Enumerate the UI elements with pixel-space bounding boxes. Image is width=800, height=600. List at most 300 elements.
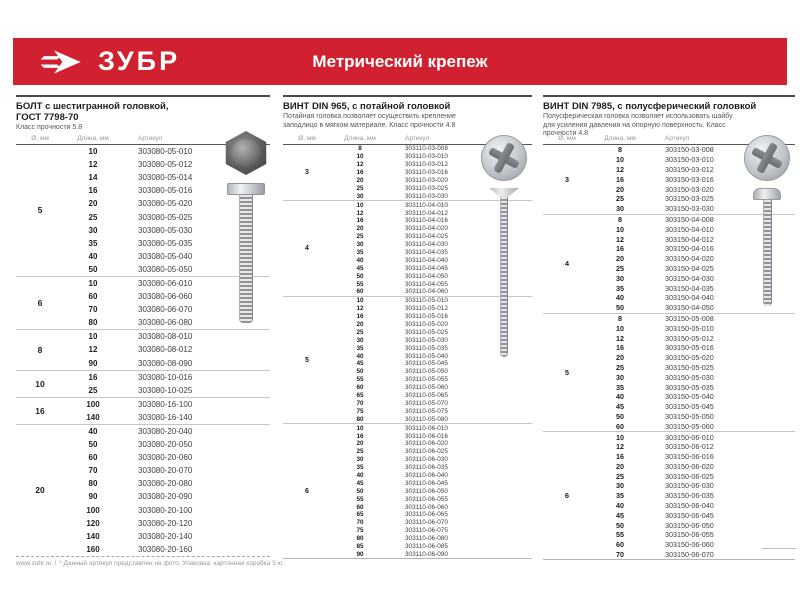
article-value: 303150-03-030 — [665, 204, 714, 214]
length-value: 8 — [618, 313, 622, 323]
footer-separator: / — [54, 560, 57, 567]
article-value: 303080-20-050 — [138, 440, 193, 450]
page-title: Метрический крепеж — [312, 51, 488, 71]
length-value: 160 — [86, 544, 100, 554]
article-value: 303150-06-025 — [665, 471, 714, 481]
article-value: 303150-05-050 — [665, 411, 714, 421]
table-row — [331, 368, 532, 376]
table-row — [591, 382, 795, 392]
length-value: 90 — [88, 492, 98, 502]
article-value: 303150-06-010 — [665, 432, 714, 442]
article-value: 303110-05-050 — [405, 368, 448, 376]
article-value: 303150-05-045 — [665, 402, 714, 412]
diameter-value: 20 — [35, 485, 45, 496]
article-value: 303150-04-020 — [665, 254, 714, 264]
length-value: 12 — [356, 161, 364, 169]
length-value: 10 — [356, 153, 364, 161]
article-value: 303150-06-035 — [665, 491, 714, 501]
article-value: 303110-05-075 — [405, 407, 448, 415]
length-value: 45 — [616, 402, 624, 412]
length-value: 90 — [356, 550, 364, 558]
article-value: 303110-05-010 — [405, 297, 448, 305]
length-value: 70 — [88, 466, 98, 476]
article-value: 303080-05-030 — [138, 225, 193, 235]
diameter-group — [543, 431, 795, 559]
article-value: 303080-05-040 — [138, 251, 193, 261]
length-value: 10 — [88, 278, 98, 288]
article-value: 303110-06-085 — [405, 542, 448, 550]
table-row — [64, 490, 270, 503]
table-title — [283, 101, 532, 112]
table-row — [64, 411, 270, 424]
article-value: 303080-20-070 — [138, 466, 193, 476]
length-value: 65 — [356, 511, 364, 519]
article-value: 303150-03-016 — [665, 174, 714, 184]
length-value: 10 — [356, 201, 364, 209]
length-value: 70 — [88, 305, 98, 315]
length-value: 75 — [356, 527, 364, 535]
table-row — [331, 448, 532, 456]
article-value: 303150-05-060 — [665, 421, 714, 431]
table-row — [64, 343, 270, 356]
col-header-length: Длина, мм — [344, 135, 376, 142]
article-value: 303110-04-060 — [405, 288, 448, 296]
article-value: 303080-20-040 — [138, 427, 193, 437]
table-row — [64, 517, 270, 530]
article-value: 303150-06-050 — [665, 520, 714, 530]
length-value: 30 — [356, 336, 364, 344]
table-row — [331, 487, 532, 495]
length-value: 25 — [616, 362, 624, 372]
article-value: 303080-10-025 — [138, 385, 193, 395]
length-value: 60 — [356, 384, 364, 392]
article-value: 303150-06-020 — [665, 461, 714, 471]
hex-head-top-view — [223, 131, 269, 175]
article-value: 303080-05-035 — [138, 238, 193, 248]
length-value: 10 — [356, 297, 364, 305]
article-value: 303150-03-020 — [665, 184, 714, 194]
table-row — [591, 550, 795, 560]
header-band — [13, 38, 787, 85]
diameter-value: 6 — [305, 487, 309, 495]
length-value: 16 — [616, 244, 624, 254]
length-value: 80 — [88, 318, 98, 328]
length-value: 70 — [356, 519, 364, 527]
diameter-value: 3 — [564, 174, 570, 184]
article-value: 303150-06-060 — [665, 540, 714, 550]
length-value: 35 — [616, 491, 624, 501]
table-row — [331, 384, 532, 392]
article-value: 303080-20-140 — [138, 531, 193, 541]
length-value: 35 — [356, 249, 364, 257]
article-value: 303080-06-070 — [138, 305, 193, 315]
article-value: 303080-16-100 — [138, 399, 193, 409]
length-value: 40 — [356, 352, 364, 360]
table-row — [591, 402, 795, 412]
length-value: 50 — [616, 520, 624, 530]
article-value: 303110-05-070 — [405, 399, 448, 407]
length-value: 12 — [356, 209, 364, 217]
length-value: 65 — [356, 392, 364, 400]
countersunk-head-side-view — [489, 188, 519, 197]
length-value: 75 — [356, 407, 364, 415]
article-value: 303110-04-016 — [405, 217, 448, 225]
table-row — [331, 511, 532, 519]
article-value: 303080-20-060 — [138, 453, 193, 463]
pan-head-screw-photo — [741, 135, 793, 306]
article-value: 303110-05-035 — [405, 344, 448, 352]
article-value: 303080-06-060 — [138, 292, 193, 302]
table-row — [591, 520, 795, 530]
table-row — [591, 510, 795, 520]
article-value: 303150-04-010 — [665, 224, 714, 234]
length-value: 12 — [616, 442, 624, 452]
length-value: 40 — [616, 392, 624, 402]
hex-bolt-photo — [220, 131, 272, 323]
length-value: 8 — [618, 145, 622, 155]
article-value: 303110-06-030 — [405, 456, 448, 464]
table-row — [591, 491, 795, 501]
length-value: 45 — [616, 510, 624, 520]
table-row — [591, 421, 795, 431]
article-value: 303110-03-010 — [405, 153, 448, 161]
length-value: 16 — [356, 313, 364, 321]
length-value: 80 — [88, 479, 98, 489]
diameter-value: 5 — [564, 367, 570, 377]
length-value: 30 — [356, 241, 364, 249]
article-value: 303150-05-030 — [665, 372, 714, 382]
length-value: 12 — [616, 164, 624, 174]
diameter-value: 8 — [37, 344, 43, 355]
table-row — [331, 400, 532, 408]
table-din7985-screw — [543, 95, 795, 560]
article-value: 303080-20-090 — [138, 492, 193, 502]
table-row — [591, 452, 795, 462]
table-row — [331, 472, 532, 480]
article-value: 303080-05-012 — [138, 160, 193, 170]
article-value: 303110-05-025 — [405, 328, 448, 336]
table-header — [283, 101, 532, 133]
table-row — [64, 451, 270, 464]
table-row — [331, 456, 532, 464]
length-value: 25 — [356, 448, 364, 456]
article-value: 303110-06-075 — [405, 527, 448, 535]
length-value: 70 — [356, 399, 364, 407]
table-row — [591, 462, 795, 472]
article-value: 303150-03-010 — [665, 155, 714, 165]
col-header-diameter: Ø, мм — [298, 135, 316, 142]
length-value: 20 — [616, 461, 624, 471]
length-value: 35 — [88, 238, 98, 248]
length-value: 50 — [356, 272, 364, 280]
length-value: 60 — [616, 421, 624, 431]
table-header — [16, 101, 270, 133]
article-value: 303080-08-090 — [138, 358, 193, 368]
length-value: 35 — [356, 464, 364, 472]
length-value: 45 — [356, 360, 364, 368]
table-row — [591, 481, 795, 491]
article-value: 303110-06-010 — [405, 424, 448, 432]
article-value: 303110-04-055 — [405, 280, 448, 288]
length-value: 20 — [356, 225, 364, 233]
table-row — [331, 550, 532, 558]
length-value: 55 — [616, 530, 624, 540]
length-value: 50 — [616, 411, 624, 421]
article-value: 303110-05-045 — [405, 360, 448, 368]
article-value: 303080-06-080 — [138, 318, 193, 328]
article-value: 303110-04-020 — [405, 225, 448, 233]
length-value: 16 — [356, 169, 364, 177]
hex-head-side-view — [227, 183, 265, 195]
length-value: 30 — [88, 225, 98, 235]
length-value: 40 — [616, 501, 624, 511]
length-value: 12 — [616, 234, 624, 244]
length-value: 90 — [88, 358, 98, 368]
brand-logo — [39, 38, 180, 85]
length-value: 25 — [88, 385, 98, 395]
article-value: 303080-05-020 — [138, 199, 193, 209]
article-value: 303080-05-016 — [138, 186, 193, 196]
col-header-diameter: Ø, мм — [558, 135, 576, 142]
length-value: 80 — [356, 415, 364, 423]
table-title-line1: ВИНТ DIN 965, с потайной головкой — [283, 101, 451, 112]
diameter-group — [16, 424, 270, 556]
article-value: 303110-03-008 — [405, 145, 448, 153]
article-value: 303080-08-010 — [138, 332, 193, 342]
table-din965-screw — [283, 95, 532, 560]
table-row — [331, 432, 532, 440]
table-row — [64, 384, 270, 397]
table-row — [591, 471, 795, 481]
length-value: 30 — [616, 372, 624, 382]
length-value: 10 — [616, 155, 624, 165]
article-value: 303110-04-040 — [405, 256, 448, 264]
length-value: 50 — [616, 303, 624, 313]
article-value: 303110-06-080 — [405, 535, 448, 543]
length-value: 10 — [356, 424, 364, 432]
length-value: 16 — [356, 432, 364, 440]
article-value: 303110-04-050 — [405, 272, 448, 280]
article-value: 303110-06-040 — [405, 471, 448, 479]
length-value: 8 — [618, 214, 622, 224]
article-value: 303150-06-030 — [665, 481, 714, 491]
length-value: 30 — [616, 481, 624, 491]
page-corner-mark — [762, 548, 796, 549]
article-value: 303150-05-025 — [665, 362, 714, 372]
article-value: 303150-04-012 — [665, 234, 714, 244]
article-value: 303150-05-008 — [665, 313, 714, 323]
length-value: 40 — [88, 427, 98, 437]
article-value: 303150-04-050 — [665, 303, 714, 313]
diameter-group — [16, 397, 270, 424]
length-value: 50 — [88, 264, 98, 274]
footer-url: www.zubr.ru — [16, 560, 52, 567]
length-value: 20 — [616, 184, 624, 194]
zubr-arrow-icon — [39, 47, 89, 77]
article-value: 303150-05-010 — [665, 323, 714, 333]
length-value: 35 — [616, 283, 624, 293]
diameter-group — [16, 370, 270, 397]
article-value: 303110-05-055 — [405, 376, 448, 384]
article-value: 303080-20-160 — [138, 544, 193, 554]
length-value: 10 — [88, 332, 98, 342]
article-value: 303150-03-008 — [665, 145, 714, 155]
length-value: 12 — [88, 345, 98, 355]
length-value: 8 — [358, 145, 362, 153]
length-value: 25 — [356, 328, 364, 336]
article-value: 303150-04-030 — [665, 273, 714, 283]
length-value: 25 — [356, 184, 364, 192]
col-header-length: Длина, мм — [604, 135, 636, 142]
table-row — [331, 376, 532, 384]
length-value: 20 — [88, 199, 98, 209]
article-value: 303150-05-016 — [665, 343, 714, 353]
length-value: 16 — [616, 343, 624, 353]
length-value: 45 — [356, 479, 364, 487]
diameter-value: 6 — [37, 298, 43, 309]
length-value: 70 — [616, 550, 624, 560]
article-value: 303110-05-030 — [405, 336, 448, 344]
length-value: 20 — [616, 353, 624, 363]
phillips-head-top-view — [481, 135, 527, 181]
table-row — [591, 323, 795, 333]
article-value: 303110-05-040 — [405, 352, 448, 360]
table-row — [331, 479, 532, 487]
article-value: 303150-04-035 — [665, 283, 714, 293]
length-value: 12 — [88, 160, 98, 170]
article-value: 303110-05-020 — [405, 321, 448, 329]
article-value: 303110-06-035 — [405, 464, 448, 472]
article-value: 303150-03-025 — [665, 194, 714, 204]
length-value: 12 — [616, 333, 624, 343]
article-value: 303150-06-012 — [665, 442, 714, 452]
table-row — [331, 527, 532, 535]
article-value: 303110-05-016 — [405, 313, 448, 321]
length-value: 30 — [616, 273, 624, 283]
diameter-group — [543, 313, 795, 432]
table-row — [331, 424, 532, 432]
length-value: 10 — [616, 224, 624, 234]
article-value: 303150-06-016 — [665, 452, 714, 462]
table-title-line1: БОЛТ с шестигранной головкой, — [16, 101, 169, 112]
table-row — [331, 535, 532, 543]
article-value: 303110-06-016 — [405, 432, 448, 440]
length-value: 80 — [356, 535, 364, 543]
article-value: 303110-06-060 — [405, 503, 448, 511]
countersunk-screw-photo — [478, 135, 530, 357]
article-value: 303110-06-045 — [405, 479, 448, 487]
diameter-value: 4 — [305, 245, 309, 253]
article-value: 303080-05-014 — [138, 173, 193, 183]
table-title — [16, 101, 270, 123]
table-row — [64, 543, 270, 556]
length-value: 20 — [616, 254, 624, 264]
article-value: 303080-20-120 — [138, 518, 193, 528]
article-value: 303150-06-055 — [665, 530, 714, 540]
article-value: 303110-06-090 — [405, 550, 448, 558]
table-row — [331, 543, 532, 551]
length-value: 50 — [356, 487, 364, 495]
table-row — [591, 530, 795, 540]
length-value: 40 — [356, 471, 364, 479]
article-value: 303110-06-065 — [405, 511, 448, 519]
table-row — [64, 371, 270, 384]
table-row — [64, 357, 270, 370]
length-value: 20 — [356, 440, 364, 448]
table-row — [591, 314, 795, 324]
length-value: 25 — [356, 233, 364, 241]
table-row — [64, 330, 270, 343]
article-value: 303080-05-025 — [138, 212, 193, 222]
article-value: 303110-06-025 — [405, 448, 448, 456]
length-value: 40 — [616, 293, 624, 303]
length-value: 140 — [86, 412, 100, 422]
length-value: 10 — [616, 432, 624, 442]
table-row — [331, 407, 532, 415]
table-row — [64, 530, 270, 543]
length-value: 10 — [616, 323, 624, 333]
threaded-shank — [500, 197, 508, 357]
table-row — [591, 392, 795, 402]
length-value: 10 — [88, 147, 98, 157]
table-row — [331, 464, 532, 472]
length-value: 60 — [616, 540, 624, 550]
table-header — [543, 101, 795, 137]
length-value: 50 — [356, 368, 364, 376]
length-value: 55 — [356, 495, 364, 503]
article-value: 303110-03-016 — [405, 169, 448, 177]
length-value: 16 — [88, 186, 98, 196]
table-description: Полусферическая головка позволяет использовать шайбу для усиления давления на опорную поверхность. Класс прочности 4.8 — [543, 113, 733, 137]
diameter-value: 5 — [37, 205, 43, 216]
length-value: 40 — [356, 256, 364, 264]
length-value: 100 — [86, 505, 100, 515]
table-row — [591, 343, 795, 353]
length-value: 60 — [88, 292, 98, 302]
table-hex-bolt — [16, 95, 270, 560]
footer-note: * Данный артикул представлен на фото. Упаковка: картонная коробка 5 кг. — [59, 560, 284, 567]
table-row — [331, 440, 532, 448]
article-value: 303110-04-010 — [405, 201, 448, 209]
length-value: 30 — [356, 192, 364, 200]
diameter-value: 6 — [564, 491, 570, 501]
threaded-shank — [239, 195, 253, 323]
table-row — [591, 372, 795, 382]
article-value: 303150-04-040 — [665, 293, 714, 303]
article-value: 303110-04-035 — [405, 249, 448, 257]
pan-head-side-view — [753, 188, 781, 200]
table-row — [591, 412, 795, 422]
diameter-value: 5 — [305, 356, 309, 364]
article-value: 303150-05-012 — [665, 333, 714, 343]
table-row — [331, 415, 532, 423]
table-row — [64, 464, 270, 477]
length-value: 120 — [86, 518, 100, 528]
article-value: 303110-05-012 — [405, 305, 448, 313]
table-title — [543, 101, 795, 112]
article-value: 303150-05-020 — [665, 353, 714, 363]
article-value: 303110-06-070 — [405, 519, 448, 527]
article-value: 303080-06-010 — [138, 278, 193, 288]
brand-name: ЗУБР — [98, 46, 181, 76]
length-value: 45 — [356, 264, 364, 272]
article-value: 303150-05-035 — [665, 382, 714, 392]
article-value: 303110-04-025 — [405, 233, 448, 241]
article-value: 303110-06-020 — [405, 440, 448, 448]
table-row — [64, 477, 270, 490]
length-value: 140 — [86, 531, 100, 541]
article-value: 303150-06-070 — [665, 550, 714, 560]
